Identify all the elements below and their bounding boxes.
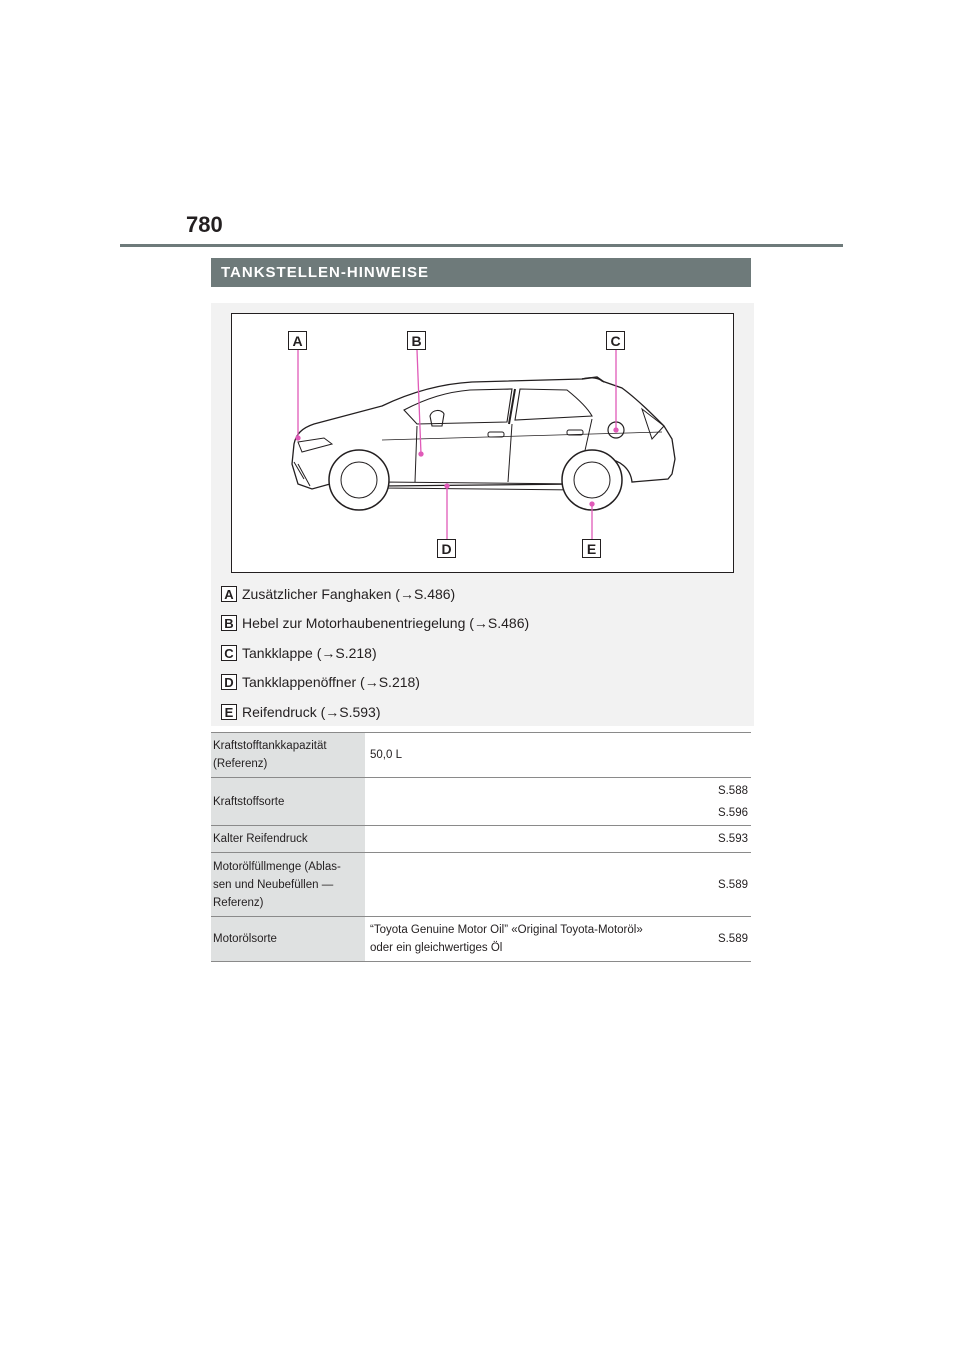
- table-value-cell: [365, 826, 668, 853]
- legend-item: [221, 697, 741, 727]
- table-row: [211, 826, 751, 853]
- table-row: [211, 917, 751, 962]
- legend-letter: E: [221, 704, 237, 720]
- rear-wheel: [562, 450, 622, 510]
- legend-text: Hebel zur Motorhaubenentriegelung (→S.486): [242, 615, 530, 632]
- callout-label-b: B: [407, 331, 426, 350]
- table-value-cell: [365, 778, 668, 826]
- table-label-cell: Motorölfüllmenge (Ablas- sen und Neubefüllen — Referenz): [211, 853, 365, 917]
- table-label-cell: Kraftstoffsorte: [211, 778, 365, 826]
- legend-text: Zusätzlicher Fanghaken (→S.486): [242, 585, 456, 602]
- table-label-cell: Kraftstofftankkapazität (Referenz): [211, 733, 365, 778]
- legend-letter: D: [221, 674, 237, 690]
- legend-text: Tankklappenöffner (→S.218): [242, 674, 420, 691]
- table-value-cell: 50,0 L: [365, 733, 751, 778]
- table-ref-cell: S.589: [668, 917, 751, 962]
- table-ref-cell: S.589: [668, 853, 751, 917]
- callout-label-c: C: [606, 331, 625, 350]
- legend-text: Reifendruck (→S.593): [242, 703, 381, 720]
- legend-item: [221, 579, 741, 609]
- vehicle-figure: [231, 313, 734, 573]
- car-side-view-illustration: [232, 314, 735, 574]
- callout-label-e: E: [582, 539, 601, 558]
- callout-label-d: D: [437, 539, 456, 558]
- legend-letter: C: [221, 645, 237, 661]
- table-value-cell: [365, 853, 668, 917]
- callout-label-a: A: [288, 331, 307, 350]
- legend-item: [221, 668, 741, 698]
- legend-item: [221, 609, 741, 639]
- table-ref-cell: S.588 S.596: [668, 778, 751, 826]
- table-row: [211, 733, 751, 778]
- table-ref-cell: S.593: [668, 826, 751, 853]
- section-title: TANKSTELLEN-HINWEISE: [211, 258, 751, 287]
- table-value-cell: “Toyota Genuine Motor Oil” «Original Toyota-Motoröl» oder ein gleichwertiges Öl: [365, 917, 668, 962]
- legend-letter: A: [221, 586, 237, 602]
- fuel-spec-table: [211, 732, 751, 962]
- table-label-cell: Motorölsorte: [211, 917, 365, 962]
- header-rule: [120, 244, 843, 247]
- legend-letter: B: [221, 615, 237, 631]
- front-wheel: [329, 450, 389, 510]
- page-number: 780: [186, 212, 223, 237]
- legend-text: Tankklappe (→S.218): [242, 644, 377, 661]
- legend-item: [221, 638, 741, 668]
- table-label-cell: Kalter Reifendruck: [211, 826, 365, 853]
- figure-legend: [221, 579, 741, 727]
- table-row: [211, 778, 751, 826]
- table-row: [211, 853, 751, 917]
